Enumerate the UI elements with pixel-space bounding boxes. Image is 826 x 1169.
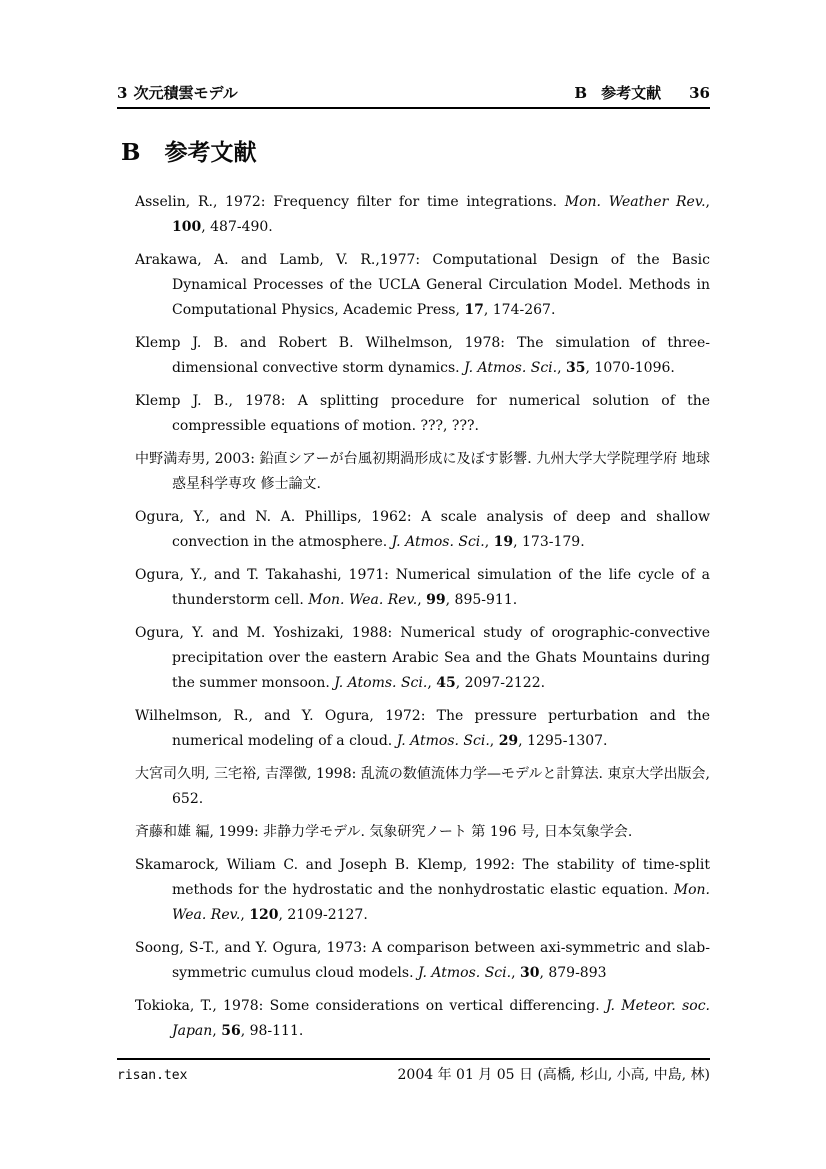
reference-list xyxy=(135,190,710,1052)
reference-text-segment: , xyxy=(212,1023,222,1039)
reference-text-segment: Asselin, R., 1972: Frequency filter for time integrations. xyxy=(135,194,565,210)
section-title-text: 参考文献 xyxy=(164,139,257,165)
reference-entry xyxy=(135,853,710,928)
page-footer xyxy=(117,1058,710,1085)
reference-text-segment: 19 xyxy=(493,534,514,550)
reference-text-segment: Mon. Wea. Rev. xyxy=(308,592,418,608)
reference-text-segment: Tokioka, T., 1978: Some considerations on vertical differencing. xyxy=(135,998,607,1014)
reference-text-segment: Klemp J. B., 1978: A splitting procedure for numerical solution of the compressible equations of motion. ???, ???. xyxy=(135,393,710,434)
reference-text-segment: , 2097-2122. xyxy=(455,675,546,691)
reference-text-segment: , 879-893 xyxy=(539,965,607,981)
reference-entry xyxy=(135,994,710,1044)
reference-text-segment: , xyxy=(427,675,437,691)
reference-entry xyxy=(135,505,710,555)
reference-text-segment: Arakawa, A. and Lamb, V. R.,1977: Computational Design of the Basic Dynamical Processes of the UCLA General Circulation Model. Methods in Computational Physics, Academic Press, xyxy=(135,252,710,318)
footer-filename: risan.tex xyxy=(117,1068,188,1083)
page-header xyxy=(117,84,710,109)
header-page-number: 36 xyxy=(689,84,710,102)
reference-entry xyxy=(135,820,710,845)
header-left-title: 次元積雲モデル xyxy=(133,85,238,102)
reference-text-segment: , xyxy=(484,534,494,550)
reference-text-segment: Skamarock, Wiliam C. and Joseph B. Klemp, 1992: The stability of time-split methods for the hydrostatic and the nonhydrostatic elastic equation. xyxy=(135,857,710,898)
reference-entry xyxy=(135,248,710,323)
reference-text-segment: Klemp J. B. and Robert B. Wilhelmson, 1978: The simulation of three-dimensional convective storm dynamics. xyxy=(135,335,710,376)
reference-entry xyxy=(135,389,710,439)
footer-date-authors: 2004 年 01 月 05 日 (高橋, 杉山, 小高, 中島, 林) xyxy=(397,1067,710,1083)
reference-text-segment: , 173-179. xyxy=(513,534,585,550)
reference-entry xyxy=(135,621,710,696)
reference-text-segment: , xyxy=(489,733,499,749)
section-title-label: B xyxy=(121,139,141,166)
reference-text-segment: Ogura, Y. and M. Yoshizaki, 1988: Numerical study of orographic-convective precipitation over the eastern Arabic Sea and the Ghats Mountains during the summer monsoon. xyxy=(135,625,710,691)
reference-text-segment: 99 xyxy=(426,592,446,608)
reference-text-segment: Ogura, Y., and T. Takahashi, 1971: Numerical simulation of the life cycle of a thunderstorm cell. xyxy=(135,567,710,608)
reference-text-segment: 大宮司久明, 三宅裕, 吉澤徴, 1998: 乱流の数値流体力学—モデルと計算法. 東京大学出版会, 652. xyxy=(135,766,710,807)
reference-text-segment: J. Atmos. Sci. xyxy=(464,360,558,376)
reference-text-segment: 斉藤和雄 編, 1999: 非静力学モデル. 気象研究ノート 第 196 号, 日本気象学会. xyxy=(135,824,633,840)
reference-entry xyxy=(135,704,710,754)
reference-text-segment: J. Atmos. Sci. xyxy=(396,733,490,749)
header-right xyxy=(574,84,710,103)
reference-text-segment: , xyxy=(705,194,710,210)
reference-text-segment: , 1070-1096. xyxy=(585,360,675,376)
reference-text-segment: 100 xyxy=(172,219,202,235)
reference-text-segment: , xyxy=(240,907,250,923)
reference-text-segment: , 2109-2127. xyxy=(278,907,368,923)
reference-text-segment: 56 xyxy=(221,1023,241,1039)
header-section-label: B xyxy=(574,84,588,102)
reference-entry xyxy=(135,190,710,240)
section-title xyxy=(121,138,256,167)
reference-entry xyxy=(135,331,710,381)
reference-text-segment: 35 xyxy=(566,360,586,376)
reference-text-segment: , 895-911. xyxy=(445,592,518,608)
reference-text-segment: , 1295-1307. xyxy=(518,733,608,749)
reference-text-segment: , xyxy=(511,965,520,981)
reference-text-segment: Soong, S-T., and Y. Ogura, 1973: A comparison between axi-symmetric and slab-symmetric cumulus cloud models. xyxy=(135,940,710,981)
reference-entry xyxy=(135,563,710,613)
reference-text-segment: 中野満寿男, 2003: 鉛直シアーが台風初期渦形成に及ぼす影響. 九州大学大学院理学府 地球惑星科学専攻 修士論文. xyxy=(135,451,710,492)
reference-text-segment: Mon. Weather Rev. xyxy=(564,194,706,210)
reference-text-segment: Mon. Wea. Rev. xyxy=(172,882,710,923)
reference-text-segment: , xyxy=(417,592,427,608)
reference-text-segment: , 487-490. xyxy=(201,219,273,235)
reference-entry xyxy=(135,447,710,497)
reference-text-segment: 45 xyxy=(436,675,456,691)
reference-entry xyxy=(135,762,710,812)
reference-text-segment: J. Atmos. Sci. xyxy=(391,534,485,550)
reference-text-segment: , 98-111. xyxy=(240,1023,304,1039)
header-section-text: 参考文献 xyxy=(601,85,662,102)
reference-text-segment: 29 xyxy=(498,733,519,749)
header-left xyxy=(117,84,238,103)
reference-text-segment: J. Atoms. Sci. xyxy=(334,675,428,691)
reference-text-segment: 120 xyxy=(249,907,279,923)
reference-text-segment: Ogura, Y., and N. A. Phillips, 1962: A scale analysis of deep and shallow convection in the atmosphere. xyxy=(135,509,710,550)
reference-entry xyxy=(135,936,710,986)
reference-text-segment: Wilhelmson, R., and Y. Ogura, 1972: The pressure perturbation and the numerical modeling of a cloud. xyxy=(135,708,710,749)
reference-text-segment: , 174-267. xyxy=(483,302,556,318)
reference-text-segment: J. Atmos. Sci. xyxy=(417,965,512,981)
reference-text-segment: J. Meteor. soc. Japan xyxy=(172,998,710,1039)
header-left-number: 3 xyxy=(117,84,128,102)
reference-text-segment: 17 xyxy=(464,302,484,318)
reference-text-segment: 30 xyxy=(519,965,540,981)
reference-text-segment: , xyxy=(557,360,567,376)
